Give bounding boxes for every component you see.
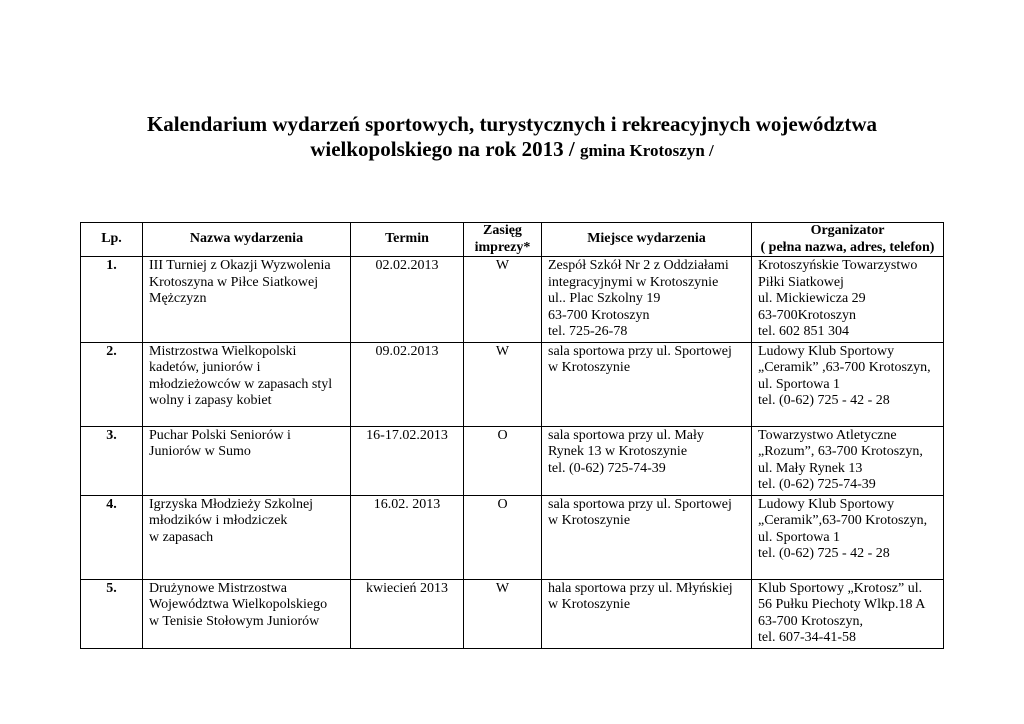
header-organizer-line-2: ( pełna nazwa, adres, telefon) [760, 239, 935, 255]
document-title [0, 112, 1024, 163]
cell-place-line: tel. 725-26-78 [548, 324, 628, 339]
header-scope-line-1: Zasięg [483, 223, 522, 238]
cell-place-line: sala sportowa przy ul. Mały [548, 427, 704, 443]
cell-organizer-line: ul. Sportowa 1 [758, 529, 841, 545]
cell-place-line: integracyjnymi w Krotoszynie [548, 274, 719, 290]
cell-term: 09.02.2013 [351, 342, 464, 426]
cell-organizer-line: tel. (0-62) 725 - 42 - 28 [758, 546, 890, 561]
title-line-2-main: wielkopolskiego na rok 2013 / [310, 137, 580, 161]
cell-organizer-line: Ludowy Klub Sportowy [758, 496, 895, 512]
title-line-1: Kalendarium wydarzeń sportowych, turystycznych i rekreacyjnych województwa [146, 112, 878, 136]
cell-scope: W [464, 257, 542, 343]
cell-organizer-line: ul. Mały Rynek 13 [758, 460, 863, 476]
cell-event-name [143, 495, 351, 579]
table-row [81, 426, 944, 495]
cell-place [542, 579, 752, 648]
cell-place-line: sala sportowa przy ul. Sportowej [548, 343, 732, 359]
cell-event-name-line: Drużynowe Mistrzostwa [149, 580, 288, 596]
cell-place [542, 426, 752, 495]
header-organizer [752, 223, 944, 257]
cell-place-line: hala sportowa przy ul. Młyńskiej [548, 580, 733, 596]
header-scope [464, 223, 542, 257]
cell-organizer-line: Piłki Siatkowej [758, 274, 844, 290]
cell-event-name-line: w zapasach [149, 529, 214, 545]
cell-organizer-line: Towarzystwo Atletyczne [758, 427, 897, 443]
cell-term: 16.02. 2013 [351, 495, 464, 579]
table-row [81, 342, 944, 426]
cell-place-line: sala sportowa przy ul. Sportowej [548, 496, 732, 512]
cell-scope: W [464, 342, 542, 426]
cell-scope: O [464, 426, 542, 495]
cell-term: 16-17.02.2013 [351, 426, 464, 495]
cell-place [542, 257, 752, 343]
header-name: Nazwa wydarzenia [143, 223, 351, 257]
cell-organizer-line: „Ceramik” ,63-700 Krotoszyn, [758, 360, 931, 375]
cell-place [542, 495, 752, 579]
cell-scope: O [464, 495, 542, 579]
cell-place-line: w Krotoszynie [548, 513, 631, 528]
cell-event-name-line: Igrzyska Młodzieży Szkolnej [149, 496, 314, 512]
cell-event-name-line: wolny i zapasy kobiet [149, 393, 272, 408]
table-row [81, 579, 944, 648]
cell-organizer-line: „Rozum”, 63-700 Krotoszyn, [758, 444, 923, 459]
cell-place [542, 342, 752, 426]
table-row [81, 495, 944, 579]
cell-lp: 4. [81, 495, 143, 579]
header-term: Termin [351, 223, 464, 257]
cell-event-name-line: w Tenisie Stołowym Juniorów [149, 613, 320, 629]
header-lp: Lp. [81, 223, 143, 257]
cell-organizer-line: Ludowy Klub Sportowy [758, 343, 895, 359]
cell-organizer-line: ul. Sportowa 1 [758, 376, 841, 392]
cell-lp: 3. [81, 426, 143, 495]
cell-organizer-line: tel. 602 851 304 [758, 324, 849, 339]
cell-organizer-line: tel. 607-34-41-58 [758, 630, 856, 645]
cell-place-line: w Krotoszynie [548, 597, 631, 612]
cell-event-name-line: III Turniej z Okazji Wyzwolenia [149, 258, 331, 273]
cell-event-name-line: Mężczyzn [149, 291, 207, 306]
cell-place-line: 63-700 Krotoszyn [548, 307, 650, 323]
events-table [80, 222, 944, 649]
cell-organizer-line: tel. (0-62) 725 - 42 - 28 [758, 393, 890, 408]
cell-organizer-line: Krotoszyńskie Towarzystwo [758, 258, 918, 273]
cell-event-name-line: Krotoszyna w Piłce Siatkowej [149, 274, 319, 290]
table-header-row [81, 223, 944, 257]
cell-term: kwiecień 2013 [351, 579, 464, 648]
cell-organizer-line: 56 Pułku Piechoty Wlkp.18 A [758, 597, 926, 612]
cell-event-name-line: kadetów, juniorów i [149, 360, 261, 375]
cell-event-name [143, 257, 351, 343]
cell-organizer [752, 579, 944, 648]
header-scope-line-2: imprezy* [474, 239, 531, 255]
cell-organizer-line: 63-700 Krotoszyn, [758, 613, 863, 629]
cell-event-name-line: Województwa Wielkopolskiego [149, 597, 328, 612]
cell-lp: 1. [81, 257, 143, 343]
cell-organizer-line: tel. (0-62) 725-74-39 [758, 477, 876, 492]
cell-place-line: Rynek 13 w Krotoszynie [548, 444, 688, 459]
cell-organizer [752, 257, 944, 343]
cell-event-name-line: młodzików i młodziczek [149, 513, 288, 528]
cell-place-line: tel. (0-62) 725-74-39 [548, 460, 666, 476]
cell-place-line: ul.. Plac Szkolny 19 [548, 291, 661, 306]
cell-organizer-line: ul. Mickiewicza 29 [758, 291, 866, 306]
table-row [81, 257, 944, 343]
cell-term: 02.02.2013 [351, 257, 464, 343]
cell-organizer-line: 63-700Krotoszyn [758, 307, 856, 323]
cell-event-name [143, 426, 351, 495]
cell-organizer [752, 426, 944, 495]
header-organizer-line-1: Organizator [810, 223, 885, 238]
cell-lp: 2. [81, 342, 143, 426]
cell-event-name-line: Juniorów w Sumo [149, 444, 251, 459]
cell-organizer [752, 495, 944, 579]
cell-event-name-line: Mistrzostwa Wielkopolski [149, 343, 297, 359]
cell-scope: W [464, 579, 542, 648]
cell-event-name [143, 342, 351, 426]
cell-place-line: Zespół Szkół Nr 2 z Oddziałami [548, 258, 729, 273]
title-line-2-small: gmina Krotoszyn / [579, 141, 714, 160]
header-place: Miejsce wydarzenia [542, 223, 752, 257]
cell-event-name-line: Puchar Polski Seniorów i [149, 427, 291, 443]
cell-event-name-line: młodzieżowców w zapasach styl [149, 376, 333, 392]
cell-organizer-line: Klub Sportowy „Krotosz” ul. [758, 580, 923, 596]
cell-place-line: w Krotoszynie [548, 360, 631, 375]
title-line-2 [0, 137, 1024, 163]
cell-event-name [143, 579, 351, 648]
cell-organizer [752, 342, 944, 426]
cell-lp: 5. [81, 579, 143, 648]
cell-organizer-line: „Ceramik”,63-700 Krotoszyn, [758, 513, 928, 528]
